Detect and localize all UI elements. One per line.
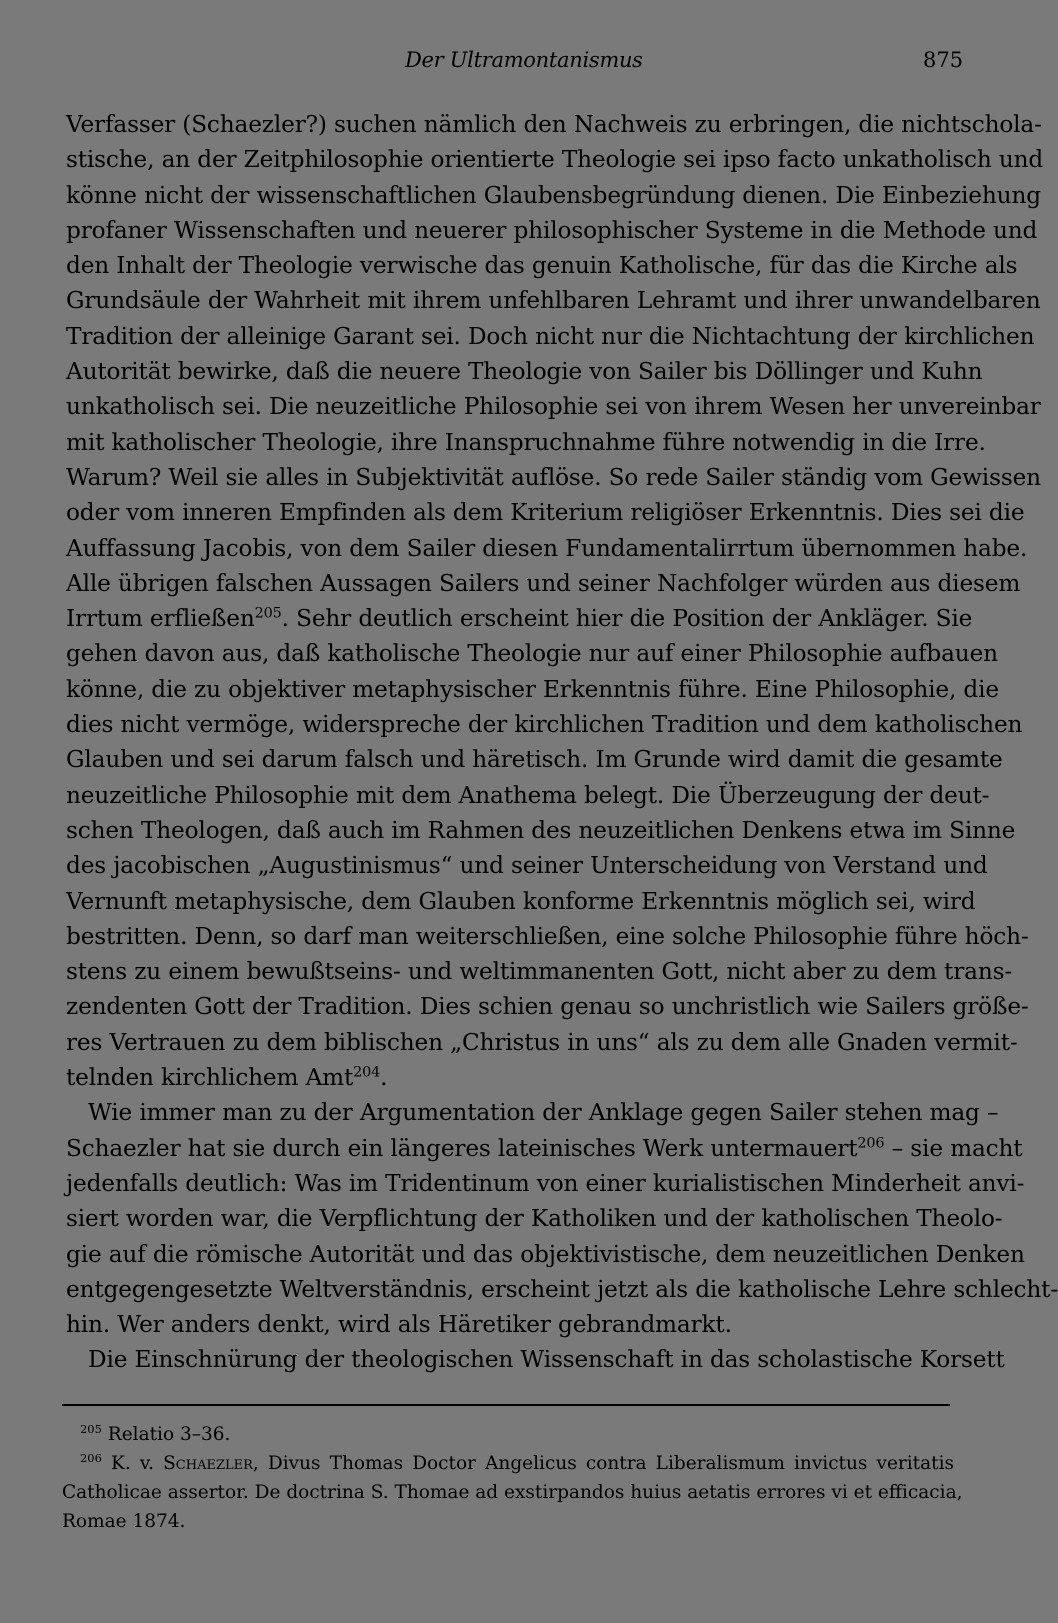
text-segment: Schaezler hat sie durch ein längeres lateinisches Werk untermauert <box>66 1134 858 1162</box>
text-line: stens zu einem bewußtseins- und weltimmanenten Gott, nicht aber zu dem trans- <box>66 958 1013 986</box>
text-line: hin. Wer anders denkt, wird als Häretiker gebrandmarkt. <box>66 1311 732 1339</box>
text-line: schen Theologen, daß auch im Rahmen des neuzeitlichen Denkens etwa im Sinne <box>66 816 1016 844</box>
text-line: bestritten. Denn, so darf man weiterschließen, eine solche Philosophie führe höch- <box>66 922 1029 950</box>
footnote-205 <box>62 1420 954 1449</box>
footnote-reference[interactable]: 205 <box>254 605 282 622</box>
running-title: Der Ultramontanismus <box>405 48 643 72</box>
text-line: könne nicht der wissenschaftlichen Glaubensbegründung dienen. Die Einbeziehung <box>66 181 1041 209</box>
text-segment: telnden kirchlichem Amt <box>66 1064 354 1092</box>
text-line: des jacobischen „Augustinismus“ und seiner Unterscheidung von Verstand und <box>66 852 988 880</box>
footnote-text-line: Catholicae assertor. De doctrina S. Thomae ad exstirpandos huius aetatis errores vi et efficacia, <box>62 1482 963 1503</box>
footnote-reference[interactable]: 204 <box>353 1064 381 1081</box>
text-line: entgegengesetzte Weltverständnis, erscheint jetzt als die katholische Lehre schlecht- <box>66 1275 1058 1303</box>
text-segment: – sie macht <box>884 1134 1023 1162</box>
text-segment: . Sehr deutlich erscheint hier die Position der Ankläger. Sie <box>281 605 973 633</box>
text-line: Die Einschnürung der theologischen Wissenschaft in das scholastische Korsett <box>88 1346 1005 1374</box>
page-number: 875 <box>923 48 964 72</box>
text-line: Auffassung Jacobis, von dem Sailer diesen Fundamentalirrtum übernommen habe. <box>66 534 1028 562</box>
text-line: Grundsäule der Wahrheit mit ihrem unfehlbaren Lehramt und ihrer unwandelbaren <box>66 287 1041 315</box>
text-line: Warum? Weil sie alles in Subjektivität auflöse. So rede Sailer ständig vom Gewissen <box>66 463 1041 491</box>
text-line: dies nicht vermöge, widerspreche der kirchlichen Tradition und dem katholischen <box>66 711 1023 739</box>
running-header <box>0 44 1000 80</box>
footnote-number: 206 <box>80 1450 102 1465</box>
text-line <box>66 1131 1023 1166</box>
footnote-206 <box>62 1449 954 1478</box>
footnote-author-prefix: K. v. <box>111 1453 154 1474</box>
main-text <box>66 107 1058 1378</box>
footnote-reference[interactable]: 206 <box>857 1134 885 1151</box>
text-line: Alle übrigen falschen Aussagen Sailers und seiner Nachfolger würden aus diesem <box>66 569 1021 597</box>
text-line: mit katholischer Theologie, ihre Inanspruchnahme führe notwendig in die Irre. <box>66 428 986 456</box>
footnote-text: , Divus Thomas Doctor Angelicus contra Liberalismum invictus veritatis <box>252 1453 954 1474</box>
text-line: res Vertrauen zu dem biblischen „Christus in uns“ als zu dem alle Gnaden vermit- <box>66 1028 1018 1056</box>
text-line: Tradition der alleinige Garant sei. Doch nicht nur die Nichtachtung der kirchlichen <box>66 322 1035 350</box>
text-line: Verfasser (Schaezler?) suchen nämlich den Nachweis zu erbringen, die nichtschola- <box>66 111 1042 138</box>
text-segment: Irrtum erfließen <box>66 605 255 633</box>
footnote-text-line: Romae 1874. <box>62 1511 186 1532</box>
text-segment: . <box>380 1064 388 1092</box>
text-line <box>66 1060 956 1095</box>
text-line: zendenten Gott der Tradition. Dies schien genau so unchristlich wie Sailers größe- <box>66 993 1029 1021</box>
text-line: Wie immer man zu der Argumentation der Anklage gegen Sailer stehen mag – <box>88 1099 999 1127</box>
text-line: profaner Wissenschaften und neuerer philosophischer Systeme in die Methode und <box>66 216 1038 244</box>
footnote-text: Relatio 3–36. <box>107 1424 231 1445</box>
text-line: Autorität bewirke, daß die neuere Theologie von Sailer bis Döllinger und Kuhn <box>66 358 983 386</box>
text-line: könne, die zu objektiver metaphysischer Erkenntnis führe. Eine Philosophie, die <box>66 675 999 703</box>
text-line: jedenfalls deutlich: Was im Tridentinum von einer kurialistischen Minderheit anvi- <box>66 1169 1025 1197</box>
text-line: Vernunft metaphysische, dem Glauben konforme Erkenntnis möglich sei, wird <box>66 887 976 915</box>
text-line: Glauben und sei darum falsch und häretisch. Im Grunde wird damit die gesamte <box>66 746 1003 774</box>
footnotes <box>62 1420 963 1536</box>
text-line: neuzeitliche Philosophie mit dem Anathema belegt. Die Überzeugung der deut- <box>66 781 990 809</box>
footnote-separator <box>62 1404 950 1406</box>
text-line: den Inhalt der Theologie verwische das genuin Katholische, für das die Kirche als <box>66 252 1018 280</box>
footnote-number: 205 <box>80 1421 102 1436</box>
text-line: stische, an der Zeitphilosophie orientierte Theologie sei ipso facto unkatholisch und <box>66 146 1044 174</box>
text-line: siert worden war, die Verpflichtung der Katholiken und der katholischen Theolo- <box>66 1205 1003 1233</box>
text-line <box>66 601 973 636</box>
footnote-author-name: Schaezler <box>163 1453 253 1474</box>
text-line: oder vom inneren Empfinden als dem Kriterium religiöser Erkenntnis. Dies sei die <box>66 499 1025 527</box>
text-line: unkatholisch sei. Die neuzeitliche Philosophie sei von ihrem Wesen her unvereinbar <box>66 393 1041 421</box>
text-line: gehen davon aus, daß katholische Theologie nur auf einer Philosophie aufbauen <box>66 640 998 668</box>
text-line: gie auf die römische Autorität und das objektivistische, dem neuzeitlichen Denken <box>66 1240 1025 1268</box>
